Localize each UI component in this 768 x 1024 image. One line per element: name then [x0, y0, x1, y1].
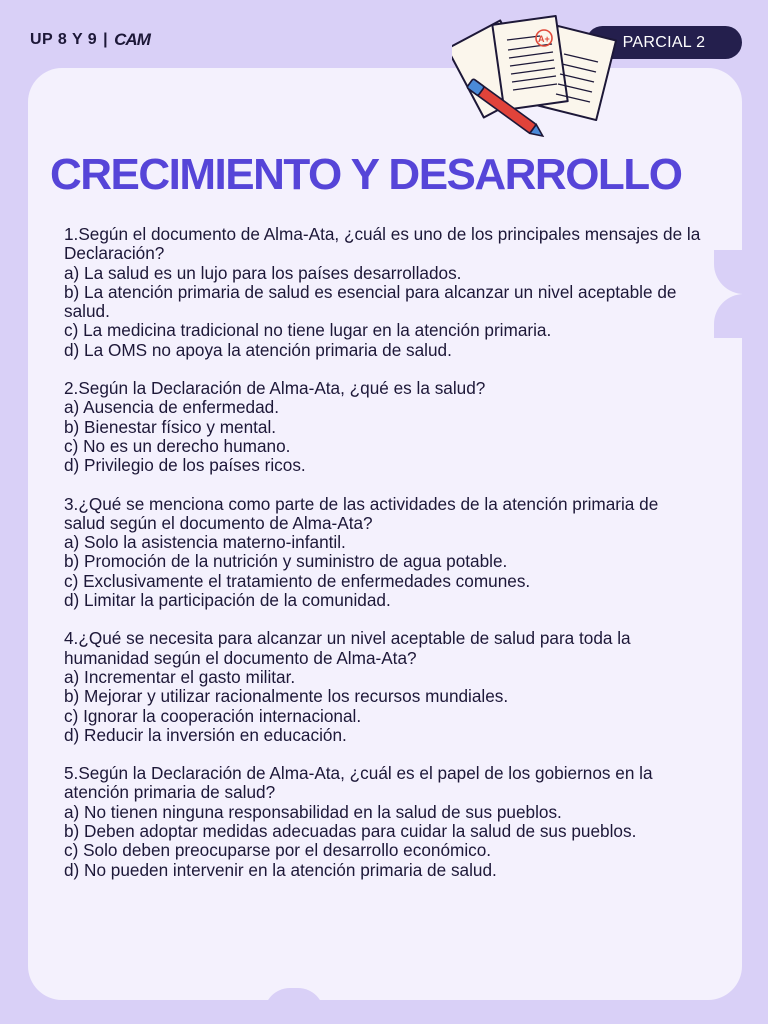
- answer-option: a) La salud es un lujo para los países desarrollados.: [64, 262, 462, 283]
- grade-mark: A+: [538, 34, 550, 44]
- answer-option: c) La medicina tradicional no tiene lugar en la atención primaria.: [64, 320, 552, 341]
- question-block: [64, 629, 704, 745]
- papers-pencil-icon: [452, 12, 622, 137]
- question-block: [64, 764, 704, 880]
- question-block: [64, 225, 704, 360]
- answer-option: c) Ignorar la cooperación internacional.: [64, 705, 362, 726]
- question-text: 4.¿Qué se necesita para alcanzar un nivel aceptable de salud para toda la humanidad según el documento de Alma-Ata?: [64, 628, 631, 668]
- question-text: 3.¿Qué se menciona como parte de las actividades de la atención primaria de salud según el documento de Alma-Ata?: [64, 493, 659, 533]
- answer-option: d) La OMS no apoya la atención primaria de salud.: [64, 339, 452, 360]
- page-title: CRECIMIENTO Y DESARROLLO: [50, 150, 682, 199]
- answer-option: d) Limitar la participación de la comunidad.: [64, 590, 391, 611]
- card-foot-notch: [264, 988, 324, 1024]
- cam-logo: CAM: [114, 30, 150, 49]
- question-text: 2.Según la Declaración de Alma-Ata, ¿qué es la salud?: [64, 378, 486, 399]
- answer-option: b) Mejorar y utilizar racionalmente los recursos mundiales.: [64, 686, 509, 707]
- answer-option: d) No pueden intervenir en la atención primaria de salud.: [64, 859, 497, 880]
- answer-option: b) Promoción de la nutrición y suministro de agua potable.: [64, 551, 508, 572]
- answer-option: b) Deben adoptar medidas adecuadas para cuidar la salud de sus pueblos.: [64, 821, 637, 842]
- answer-option: d) Reducir la inversión en educación.: [64, 724, 347, 745]
- question-block: [64, 379, 704, 475]
- brand-header: [30, 30, 150, 50]
- answer-option: c) No es un derecho humano.: [64, 435, 291, 456]
- answer-option: a) Incrementar el gasto militar.: [64, 666, 296, 687]
- answer-option: c) Exclusivamente el tratamiento de enfermedades comunes.: [64, 570, 531, 591]
- answer-option: a) No tienen ninguna responsabilidad en la salud de sus pueblos.: [64, 801, 562, 822]
- answer-option: c) Solo deben preocuparse por el desarrollo económico.: [64, 840, 492, 861]
- answer-option: b) Bienestar físico y mental.: [64, 416, 277, 437]
- questions-list: [64, 225, 704, 899]
- question-block: [64, 495, 704, 611]
- answer-option: a) Ausencia de enfermedad.: [64, 397, 279, 418]
- question-text: 5.Según la Declaración de Alma-Ata, ¿cuál es el papel de los gobiernos en la atención primaria de salud?: [64, 763, 653, 803]
- question-text: 1.Según el documento de Alma-Ata, ¿cuál es uno de los principales mensajes de la Declaración?: [64, 224, 701, 264]
- answer-option: b) La atención primaria de salud es esencial para alcanzar un nivel aceptable de salud.: [64, 281, 677, 322]
- brand-separator: |: [103, 31, 109, 48]
- brand-text: UP 8 Y 9: [30, 31, 98, 48]
- answer-option: d) Privilegio de los países ricos.: [64, 455, 306, 476]
- answer-option: a) Solo la asistencia materno-infantil.: [64, 532, 346, 553]
- parcial-badge: PARCIAL 2: [586, 26, 742, 59]
